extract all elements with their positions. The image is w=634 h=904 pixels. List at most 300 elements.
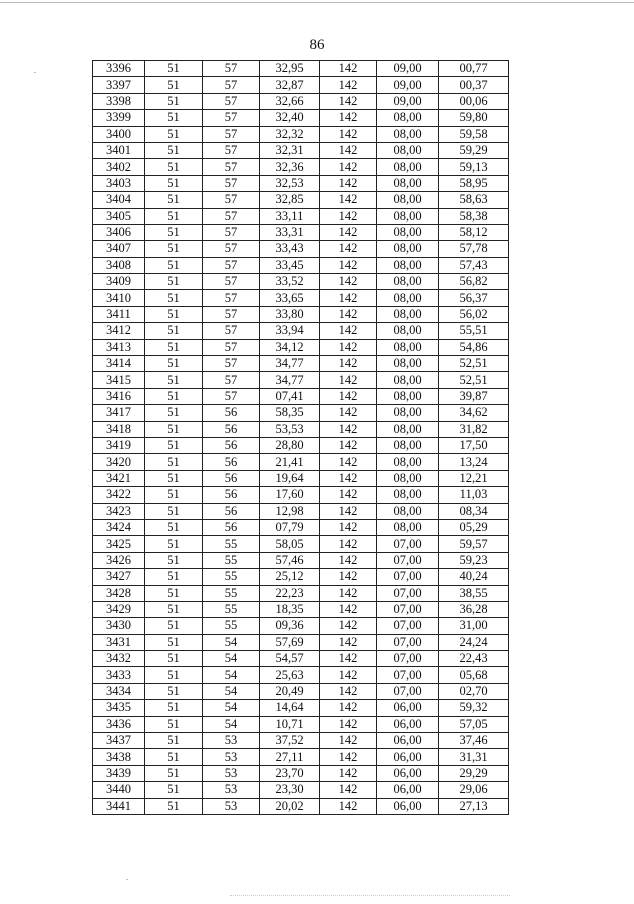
table-cell: 32,31 [260, 142, 320, 158]
table-cell: 08,00 [377, 224, 439, 240]
table-cell: 142 [320, 142, 377, 158]
table-cell: 33,45 [260, 257, 320, 273]
table-cell: 51 [145, 77, 203, 93]
table-row [93, 765, 509, 781]
table-cell: 142 [320, 339, 377, 355]
table-cell: 07,00 [377, 683, 439, 699]
top-scan-edge [0, 2, 634, 3]
table-row [93, 700, 509, 716]
table-row [93, 388, 509, 404]
table-cell: 3400 [93, 126, 145, 142]
table-row [93, 716, 509, 732]
table-cell: 51 [145, 323, 203, 339]
table-cell: 3423 [93, 503, 145, 519]
table-cell: 3428 [93, 585, 145, 601]
table-cell: 51 [145, 159, 203, 175]
table-row [93, 569, 509, 585]
table-cell: 58,63 [439, 192, 509, 208]
table-cell: 51 [145, 733, 203, 749]
table-cell: 3432 [93, 651, 145, 667]
table-cell: 07,00 [377, 634, 439, 650]
table-cell: 06,00 [377, 782, 439, 798]
table-cell: 57 [203, 224, 260, 240]
table-row [93, 552, 509, 568]
table-cell: 54,86 [439, 339, 509, 355]
table-cell: 3426 [93, 552, 145, 568]
table-cell: 37,46 [439, 733, 509, 749]
table-cell: 51 [145, 569, 203, 585]
table-cell: 52,51 [439, 356, 509, 372]
table-cell: 142 [320, 569, 377, 585]
table-cell: 57 [203, 126, 260, 142]
table-cell: 00,77 [439, 61, 509, 77]
table-cell: 08,00 [377, 175, 439, 191]
table-cell: 142 [320, 388, 377, 404]
table-cell: 57 [203, 110, 260, 126]
table-cell: 17,50 [439, 437, 509, 453]
table-cell: 3397 [93, 77, 145, 93]
table-cell: 08,00 [377, 339, 439, 355]
table-cell: 3440 [93, 782, 145, 798]
table-cell: 36,28 [439, 601, 509, 617]
table-cell: 51 [145, 388, 203, 404]
table-cell: 142 [320, 421, 377, 437]
table-cell: 22,23 [260, 585, 320, 601]
table-cell: 06,00 [377, 733, 439, 749]
table-row [93, 585, 509, 601]
table-cell: 51 [145, 274, 203, 290]
table-cell: 23,70 [260, 765, 320, 781]
table-cell: 22,43 [439, 651, 509, 667]
table-cell: 51 [145, 470, 203, 486]
table-cell: 32,66 [260, 93, 320, 109]
table-cell: 33,43 [260, 241, 320, 257]
table-cell: 57 [203, 372, 260, 388]
table-cell: 57 [203, 274, 260, 290]
table-cell: 3429 [93, 601, 145, 617]
table-cell: 51 [145, 634, 203, 650]
table-cell: 07,00 [377, 552, 439, 568]
table-cell: 59,58 [439, 126, 509, 142]
table-cell: 57 [203, 290, 260, 306]
table-row [93, 208, 509, 224]
table-cell: 142 [320, 257, 377, 273]
table-cell: 57 [203, 77, 260, 93]
table-cell: 27,13 [439, 798, 509, 814]
table-cell: 51 [145, 601, 203, 617]
table-cell: 19,64 [260, 470, 320, 486]
table-cell: 57 [203, 159, 260, 175]
table-row [93, 519, 509, 535]
table-cell: 51 [145, 798, 203, 814]
table-cell: 54 [203, 683, 260, 699]
table-cell: 3418 [93, 421, 145, 437]
table-cell: 3419 [93, 437, 145, 453]
table-cell: 142 [320, 323, 377, 339]
table-row [93, 126, 509, 142]
table-cell: 142 [320, 749, 377, 765]
table-row [93, 192, 509, 208]
table-cell: 57 [203, 388, 260, 404]
table-cell: 142 [320, 290, 377, 306]
table-cell: 06,00 [377, 765, 439, 781]
table-cell: 18,35 [260, 601, 320, 617]
table-cell: 38,55 [439, 585, 509, 601]
table-cell: 3427 [93, 569, 145, 585]
table-cell: 54 [203, 716, 260, 732]
table-cell: 08,00 [377, 257, 439, 273]
table-cell: 57 [203, 61, 260, 77]
table-cell: 142 [320, 765, 377, 781]
table-cell: 56,37 [439, 290, 509, 306]
table-row [93, 667, 509, 683]
table-cell: 3430 [93, 618, 145, 634]
table-cell: 3416 [93, 388, 145, 404]
table-cell: 56 [203, 487, 260, 503]
table-cell: 51 [145, 519, 203, 535]
table-cell: 142 [320, 208, 377, 224]
coordinates-table-body [93, 61, 509, 815]
table-cell: 51 [145, 208, 203, 224]
table-cell: 51 [145, 110, 203, 126]
table-cell: 3436 [93, 716, 145, 732]
scan-speck [126, 879, 128, 880]
table-cell: 12,98 [260, 503, 320, 519]
table-cell: 31,82 [439, 421, 509, 437]
table-cell: 23,30 [260, 782, 320, 798]
table-cell: 08,00 [377, 356, 439, 372]
table-cell: 51 [145, 683, 203, 699]
table-cell: 33,65 [260, 290, 320, 306]
table-cell: 27,11 [260, 749, 320, 765]
table-cell: 3410 [93, 290, 145, 306]
table-cell: 55,51 [439, 323, 509, 339]
table-cell: 51 [145, 782, 203, 798]
table-cell: 00,37 [439, 77, 509, 93]
table-cell: 51 [145, 716, 203, 732]
table-cell: 07,00 [377, 667, 439, 683]
table-cell: 34,77 [260, 372, 320, 388]
table-row [93, 454, 509, 470]
bottom-scan-edge [230, 895, 510, 896]
table-row [93, 306, 509, 322]
table-cell: 142 [320, 224, 377, 240]
table-cell: 08,00 [377, 306, 439, 322]
table-cell: 3402 [93, 159, 145, 175]
table-cell: 08,00 [377, 110, 439, 126]
table-cell: 08,00 [377, 159, 439, 175]
table-cell: 09,36 [260, 618, 320, 634]
table-cell: 39,87 [439, 388, 509, 404]
table-cell: 142 [320, 782, 377, 798]
table-cell: 08,00 [377, 290, 439, 306]
table-row [93, 61, 509, 77]
table-cell: 142 [320, 634, 377, 650]
table-cell: 142 [320, 274, 377, 290]
table-row [93, 274, 509, 290]
table-cell: 142 [320, 651, 377, 667]
table-cell: 3425 [93, 536, 145, 552]
table-cell: 51 [145, 503, 203, 519]
table-cell: 53,53 [260, 421, 320, 437]
table-cell: 51 [145, 487, 203, 503]
table-cell: 3405 [93, 208, 145, 224]
table-cell: 142 [320, 77, 377, 93]
table-cell: 3398 [93, 93, 145, 109]
table-cell: 142 [320, 110, 377, 126]
table-cell: 56 [203, 454, 260, 470]
table-cell: 51 [145, 372, 203, 388]
table-cell: 32,85 [260, 192, 320, 208]
table-cell: 56 [203, 405, 260, 421]
table-cell: 13,24 [439, 454, 509, 470]
table-row [93, 437, 509, 453]
table-cell: 29,29 [439, 765, 509, 781]
table-cell: 51 [145, 651, 203, 667]
table-cell: 08,00 [377, 388, 439, 404]
table-cell: 34,77 [260, 356, 320, 372]
table-cell: 06,00 [377, 749, 439, 765]
table-cell: 07,00 [377, 651, 439, 667]
table-cell: 142 [320, 470, 377, 486]
table-cell: 58,12 [439, 224, 509, 240]
table-cell: 08,00 [377, 192, 439, 208]
table-cell: 07,00 [377, 536, 439, 552]
table-cell: 09,00 [377, 93, 439, 109]
table-cell: 31,00 [439, 618, 509, 634]
table-cell: 07,00 [377, 618, 439, 634]
table-cell: 3434 [93, 683, 145, 699]
table-cell: 142 [320, 683, 377, 699]
table-cell: 3422 [93, 487, 145, 503]
table-cell: 51 [145, 290, 203, 306]
table-cell: 57,69 [260, 634, 320, 650]
table-cell: 51 [145, 454, 203, 470]
table-cell: 142 [320, 798, 377, 814]
table-cell: 142 [320, 700, 377, 716]
table-cell: 08,00 [377, 142, 439, 158]
table-cell: 142 [320, 552, 377, 568]
table-cell: 3420 [93, 454, 145, 470]
table-row [93, 683, 509, 699]
table-cell: 32,36 [260, 159, 320, 175]
table-cell: 3417 [93, 405, 145, 421]
table-cell: 51 [145, 749, 203, 765]
table-cell: 59,29 [439, 142, 509, 158]
table-cell: 10,71 [260, 716, 320, 732]
table-cell: 57 [203, 142, 260, 158]
table-cell: 3441 [93, 798, 145, 814]
table-cell: 11,03 [439, 487, 509, 503]
table-cell: 56 [203, 503, 260, 519]
table-cell: 3399 [93, 110, 145, 126]
table-row [93, 241, 509, 257]
table-cell: 51 [145, 667, 203, 683]
table-cell: 142 [320, 437, 377, 453]
table-cell: 32,32 [260, 126, 320, 142]
table-row [93, 224, 509, 240]
table-row [93, 487, 509, 503]
table-cell: 142 [320, 716, 377, 732]
table-cell: 3437 [93, 733, 145, 749]
table-cell: 55 [203, 601, 260, 617]
table-cell: 55 [203, 618, 260, 634]
table-cell: 55 [203, 552, 260, 568]
table-cell: 142 [320, 93, 377, 109]
table-cell: 56,02 [439, 306, 509, 322]
table-cell: 12,21 [439, 470, 509, 486]
coordinates-table [92, 60, 509, 815]
table-cell: 3409 [93, 274, 145, 290]
table-cell: 51 [145, 224, 203, 240]
table-cell: 52,51 [439, 372, 509, 388]
table-cell: 59,32 [439, 700, 509, 716]
table-cell: 51 [145, 241, 203, 257]
table-cell: 56 [203, 421, 260, 437]
table-cell: 3408 [93, 257, 145, 273]
table-cell: 06,00 [377, 700, 439, 716]
table-cell: 51 [145, 700, 203, 716]
table-cell: 08,00 [377, 241, 439, 257]
table-cell: 3438 [93, 749, 145, 765]
table-row [93, 618, 509, 634]
table-cell: 58,05 [260, 536, 320, 552]
table-cell: 142 [320, 536, 377, 552]
table-cell: 08,00 [377, 208, 439, 224]
table-cell: 142 [320, 241, 377, 257]
table-cell: 54 [203, 700, 260, 716]
table-row [93, 110, 509, 126]
table-cell: 56,82 [439, 274, 509, 290]
table-cell: 51 [145, 126, 203, 142]
table-cell: 08,00 [377, 487, 439, 503]
table-cell: 53 [203, 798, 260, 814]
table-cell: 57,05 [439, 716, 509, 732]
table-cell: 54 [203, 667, 260, 683]
table-cell: 09,00 [377, 77, 439, 93]
table-row [93, 651, 509, 667]
table-cell: 33,52 [260, 274, 320, 290]
table-row [93, 93, 509, 109]
table-cell: 57 [203, 241, 260, 257]
table-cell: 142 [320, 306, 377, 322]
table-cell: 142 [320, 733, 377, 749]
table-cell: 07,00 [377, 585, 439, 601]
table-cell: 37,52 [260, 733, 320, 749]
table-cell: 34,62 [439, 405, 509, 421]
table-cell: 51 [145, 339, 203, 355]
table-cell: 00,06 [439, 93, 509, 109]
table-cell: 17,60 [260, 487, 320, 503]
table-row [93, 323, 509, 339]
table-row [93, 142, 509, 158]
table-cell: 3439 [93, 765, 145, 781]
table-row [93, 405, 509, 421]
table-cell: 3413 [93, 339, 145, 355]
table-cell: 57 [203, 192, 260, 208]
table-cell: 56 [203, 470, 260, 486]
table-cell: 40,24 [439, 569, 509, 585]
table-cell: 57 [203, 339, 260, 355]
table-row [93, 175, 509, 191]
table-cell: 142 [320, 503, 377, 519]
table-cell: 56 [203, 437, 260, 453]
table-cell: 05,68 [439, 667, 509, 683]
table-cell: 142 [320, 454, 377, 470]
table-cell: 05,29 [439, 519, 509, 535]
table-cell: 08,00 [377, 437, 439, 453]
table-row [93, 601, 509, 617]
table-cell: 29,06 [439, 782, 509, 798]
table-cell: 51 [145, 437, 203, 453]
table-cell: 3424 [93, 519, 145, 535]
table-cell: 57 [203, 323, 260, 339]
table-cell: 142 [320, 601, 377, 617]
table-cell: 3406 [93, 224, 145, 240]
table-row [93, 470, 509, 486]
table-cell: 57 [203, 93, 260, 109]
table-cell: 51 [145, 257, 203, 273]
table-cell: 21,41 [260, 454, 320, 470]
table-cell: 58,38 [439, 208, 509, 224]
table-cell: 142 [320, 667, 377, 683]
table-cell: 142 [320, 356, 377, 372]
table-row [93, 356, 509, 372]
table-cell: 32,53 [260, 175, 320, 191]
table-cell: 53 [203, 765, 260, 781]
table-cell: 59,13 [439, 159, 509, 175]
table-cell: 57 [203, 356, 260, 372]
table-cell: 3433 [93, 667, 145, 683]
table-cell: 142 [320, 159, 377, 175]
table-cell: 08,00 [377, 405, 439, 421]
table-cell: 08,00 [377, 519, 439, 535]
table-row [93, 290, 509, 306]
table-cell: 142 [320, 192, 377, 208]
table-cell: 51 [145, 93, 203, 109]
table-cell: 08,34 [439, 503, 509, 519]
table-cell: 51 [145, 421, 203, 437]
table-cell: 3412 [93, 323, 145, 339]
table-cell: 54 [203, 651, 260, 667]
table-cell: 33,31 [260, 224, 320, 240]
table-cell: 3431 [93, 634, 145, 650]
table-row [93, 503, 509, 519]
table-cell: 07,79 [260, 519, 320, 535]
table-cell: 07,00 [377, 569, 439, 585]
table-cell: 3414 [93, 356, 145, 372]
table-cell: 24,24 [439, 634, 509, 650]
table-cell: 142 [320, 175, 377, 191]
table-cell: 57 [203, 175, 260, 191]
table-cell: 08,00 [377, 503, 439, 519]
table-row [93, 339, 509, 355]
table-cell: 56 [203, 519, 260, 535]
table-cell: 51 [145, 192, 203, 208]
table-cell: 57,46 [260, 552, 320, 568]
table-row [93, 733, 509, 749]
table-cell: 142 [320, 405, 377, 421]
table-cell: 58,35 [260, 405, 320, 421]
table-cell: 142 [320, 487, 377, 503]
table-cell: 3396 [93, 61, 145, 77]
table-cell: 25,12 [260, 569, 320, 585]
table-cell: 51 [145, 405, 203, 421]
table-cell: 3401 [93, 142, 145, 158]
table-cell: 33,11 [260, 208, 320, 224]
table-cell: 57 [203, 208, 260, 224]
table-cell: 08,00 [377, 126, 439, 142]
